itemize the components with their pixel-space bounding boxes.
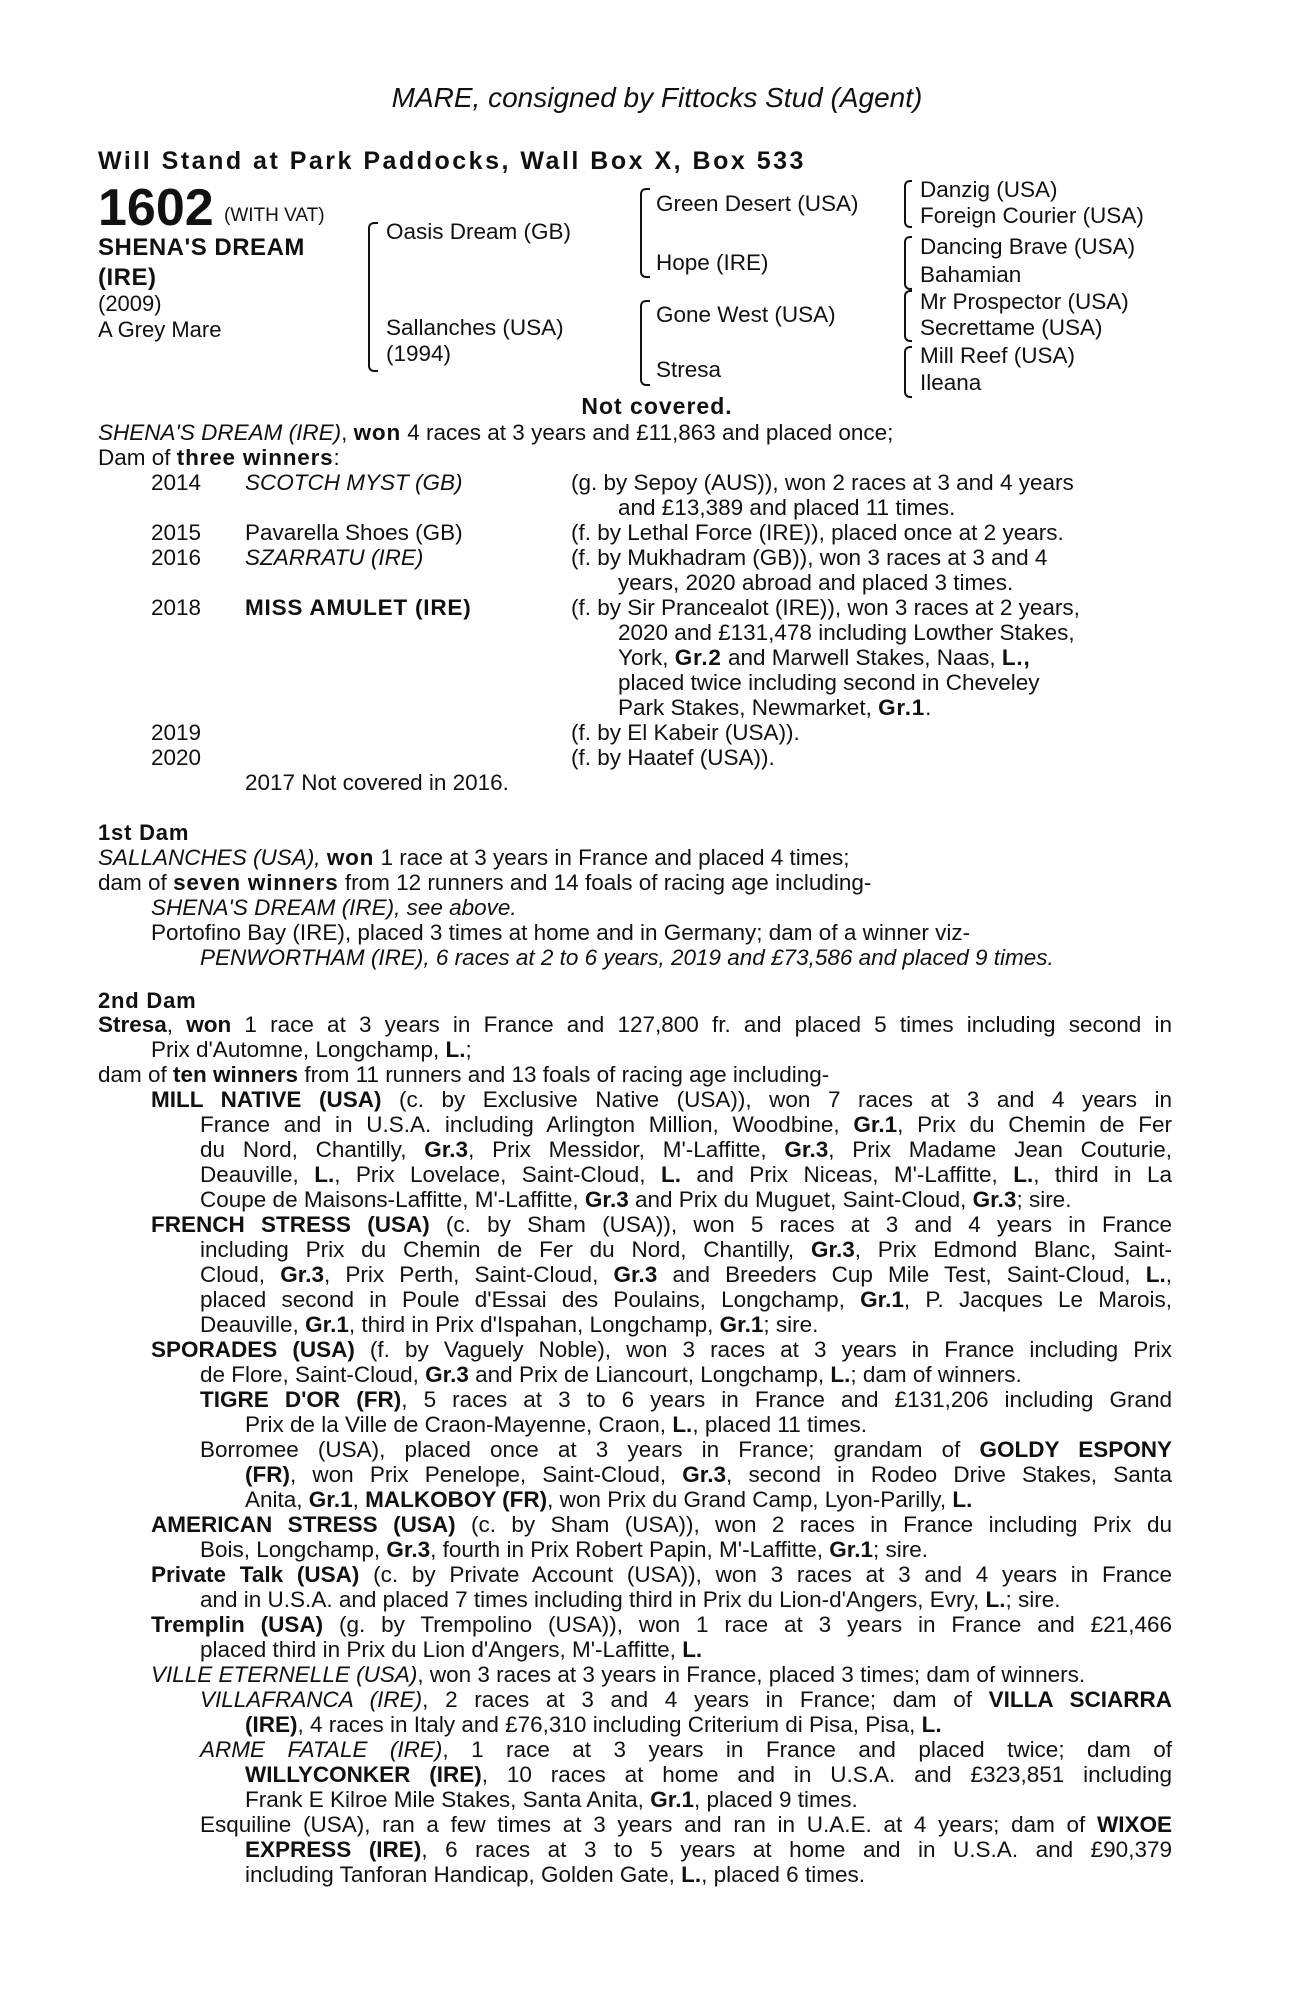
bracket-1 — [904, 180, 912, 228]
dam-of-label: Dam of — [98, 445, 171, 470]
produce-text: and Marwell Stakes, Naas, — [727, 645, 996, 670]
not-covered-note: Not covered. — [581, 393, 733, 419]
second-dam-heading: 2nd Dam — [98, 988, 197, 1013]
second-dam-line: Tremplin (USA) (g. by Trempolino (USA)), won 1 race at 3 years in France and £21,466 — [151, 1612, 1172, 1637]
produce-intro-won: won — [353, 420, 401, 445]
second-dam-line: placed third in Prix du Lion d'Angers, M'-Laffitte, L. — [200, 1637, 703, 1662]
ped-dam-sire: Gone West (USA) — [656, 302, 836, 327]
second-dam-line: SPORADES (USA) (f. by Vaguely Noble), won 3 races at 3 years in France including Prix — [151, 1337, 1172, 1362]
horse-name-line-1: SHENA'S DREAM — [98, 234, 305, 261]
produce-year: 2014 — [151, 470, 202, 495]
produce-name: SZARRATU (IRE) — [245, 545, 424, 570]
produce-text: York, — [618, 645, 669, 670]
produce-details: (g. by Sepoy (AUS)), won 2 races at 3 and 4 years — [571, 470, 1074, 495]
second-dam-line: ARME FATALE (IRE), 1 race at 3 years in France and placed twice; dam of — [200, 1737, 1172, 1762]
second-dam-line: Frank E Kilroe Mile Stakes, Santa Anita, Gr.1, placed 9 times. — [245, 1787, 858, 1812]
produce-text: Park Stakes, Newmarket, — [618, 695, 872, 720]
produce-details — [618, 645, 1031, 670]
second-dam-line: Coupe de Maisons-Laffitte, M'-Laffitte, Gr.3 and Prix du Muguet, Saint-Cloud, Gr.3; sire. — [200, 1187, 1072, 1212]
produce-name: SCOTCH MYST (GB) — [245, 470, 463, 495]
ped-dam-year: (1994) — [386, 341, 452, 366]
second-dam-line: Deauville, L., Prix Lovelace, Saint-Cloud, L. and Prix Niceas, M'-Laffitte, L., third in La — [200, 1162, 1172, 1187]
vat-note: (WITH VAT) — [224, 205, 325, 226]
ped-dam: Sallanches (USA) — [386, 315, 564, 340]
produce-name: Pavarella Shoes (GB) — [245, 520, 463, 545]
second-dam-line: Deauville, Gr.1, third in Prix d'Ispahan, Longchamp, Gr.1; sire. — [200, 1312, 819, 1337]
bracket-4 — [904, 346, 912, 398]
produce-year: 2020 — [151, 745, 202, 770]
stand-location: Will Stand at Park Paddocks, Wall Box X, Box 533 — [98, 147, 806, 175]
ped-ddd: Ileana — [920, 370, 982, 395]
produce-details: (f. by El Kabeir (USA)). — [571, 720, 800, 745]
second-dam-line: Borromee (USA), placed once at 3 years in France; grandam of GOLDY ESPONY — [200, 1437, 1172, 1462]
ped-sss: Danzig (USA) — [920, 177, 1058, 202]
second-dam-line: Stresa, won 1 race at 3 years in France and 127,800 fr. and placed 5 times including second in — [98, 1012, 1172, 1037]
bracket-2 — [904, 236, 912, 290]
produce-details: (f. by Lethal Force (IRE)), placed once at 2 years. — [571, 520, 1064, 545]
dam-of-colon: : — [333, 445, 340, 470]
first-dam-line — [98, 870, 871, 895]
produce-intro: SHENA'S DREAM (IRE), won 4 races at 3 years and £11,863 and placed once; — [98, 420, 894, 445]
first-dam-name: SALLANCHES (USA), — [98, 845, 321, 870]
first-dam-line — [98, 845, 849, 870]
produce-text: . — [925, 695, 932, 720]
bracket-3 — [904, 290, 912, 342]
second-dam-line: and in U.S.A. and placed 7 times including third in Prix du Lion-d'Angers, Evry, L.; sire. — [200, 1587, 1061, 1612]
second-dam-line: EXPRESS (IRE), 6 races at 3 to 5 years at home and in U.S.A. and £90,379 — [245, 1837, 1172, 1862]
second-dam-line: Esquiline (USA), ran a few times at 3 years and ran in U.A.E. at 4 years; dam of WIXOE — [200, 1812, 1172, 1837]
produce-details: and £13,389 and placed 11 times. — [618, 495, 956, 520]
second-dam-line: TIGRE D'OR (FR), 5 races at 3 to 6 years in France and £131,206 including Grand — [200, 1387, 1172, 1412]
first-dam-text: from 12 runners and 14 foals of racing age including- — [344, 870, 872, 895]
second-dam-line: Prix de la Ville de Craon-Mayenne, Craon, L., placed 11 times. — [245, 1412, 867, 1437]
ped-dsd: Secrettame (USA) — [920, 315, 1103, 340]
ped-sds: Dancing Brave (USA) — [920, 234, 1136, 259]
second-dam-line: VILLAFRANCA (IRE), 2 races at 3 and 4 years in France; dam of VILLA SCIARRA — [200, 1687, 1172, 1712]
ped-dss: Mr Prospector (USA) — [920, 289, 1129, 314]
second-dam-line: including Prix du Chemin de Fer du Nord, Chantilly, Gr.3, Prix Edmond Blanc, Saint- — [200, 1237, 1172, 1262]
horse-name-line-2: (IRE) — [98, 264, 157, 291]
second-dam-line: Prix d'Automne, Longchamp, L.; — [151, 1037, 472, 1062]
first-dam-text: 1 race at 3 years in France and placed 4 times; — [380, 845, 850, 870]
page-title: MARE, consigned by Fittocks Stud (Agent) — [391, 82, 923, 113]
lot-number: 1602 — [98, 179, 214, 237]
second-dam-line: Cloud, Gr.3, Prix Perth, Saint-Cloud, Gr.3 and Breeders Cup Mile Test, Saint-Cloud, L., — [200, 1262, 1172, 1287]
sire-line-bracket — [640, 188, 650, 278]
second-dam-line: France and in U.S.A. including Arlington Million, Woodbine, Gr.1, Prix du Chemin de Fer — [200, 1112, 1172, 1137]
ped-dds: Mill Reef (USA) — [920, 343, 1076, 368]
first-dam-line: PENWORTHAM (IRE), 6 races at 2 to 6 years, 2019 and £73,586 and placed 9 times. — [200, 945, 1054, 970]
produce-year: 2018 — [151, 595, 202, 620]
ped-dam-dam: Stresa — [656, 357, 722, 382]
produce-intro-name: SHENA'S DREAM (IRE) — [98, 420, 342, 445]
second-dam-line: dam of ten winners from 11 runners and 13 foals of racing age including- — [98, 1062, 830, 1087]
second-dam-line: WILLYCONKER (IRE), 10 races at home and in U.S.A. and £323,851 including — [245, 1762, 1172, 1787]
produce-details: years, 2020 abroad and placed 3 times. — [618, 570, 1014, 595]
second-dam-line: including Tanforan Handicap, Golden Gate, L., placed 6 times. — [245, 1862, 865, 1887]
first-dam-heading: 1st Dam — [98, 820, 190, 845]
ped-sire: Oasis Dream (GB) — [386, 219, 572, 244]
produce-details: 2020 and £131,478 including Lowther Stakes, — [618, 620, 1075, 645]
second-dam-line: Bois, Longchamp, Gr.3, fourth in Prix Robert Papin, M'-Laffitte, Gr.1; sire. — [200, 1537, 929, 1562]
produce-intro-rest: 4 races at 3 years and £11,863 and placed once; — [407, 420, 894, 445]
second-dam-line: VILLE ETERNELLE (USA), won 3 races at 3 years in France, placed 3 times; dam of winners. — [151, 1662, 1086, 1687]
sire-dam-bracket — [368, 222, 378, 372]
produce-note: 2017 Not covered in 2016. — [245, 770, 509, 795]
ped-sdd: Bahamian — [920, 262, 1022, 287]
second-dam-line: Private Talk (USA) (c. by Private Account (USA)), won 3 races at 3 and 4 years in France — [151, 1562, 1172, 1587]
second-dam-line: MILL NATIVE (USA) (c. by Exclusive Native (USA)), won 7 races at 3 and 4 years in — [151, 1087, 1173, 1112]
ped-ssd: Foreign Courier (USA) — [920, 203, 1144, 228]
first-dam-text: dam of — [98, 870, 167, 895]
first-dam-line: SHENA'S DREAM (IRE), see above. — [151, 895, 517, 920]
first-dam-winners: seven winners — [173, 870, 339, 895]
produce-details: placed twice including second in Cheveley — [618, 670, 1040, 695]
second-dam-line: (FR), won Prix Penelope, Saint-Cloud, Gr.3, second in Rodeo Drive Stakes, Santa — [245, 1462, 1173, 1487]
produce-details: (f. by Mukhadram (GB)), won 3 races at 3 and 4 — [571, 545, 1048, 570]
produce-details: (f. by Sir Prancealot (IRE)), won 3 races at 2 years, — [571, 595, 1080, 620]
produce-grade: L., — [1001, 645, 1031, 670]
produce-details — [618, 695, 931, 720]
first-dam-won: won — [326, 845, 375, 870]
produce-year: 2015 — [151, 520, 202, 545]
produce-grade: Gr.2 — [674, 645, 722, 670]
second-dam-line: AMERICAN STRESS (USA) (c. by Sham (USA)), won 2 races in France including Prix du — [151, 1512, 1173, 1537]
ped-sire-sire: Green Desert (USA) — [656, 191, 859, 216]
second-dam-line: Anita, Gr.1, MALKOBOY (FR), won Prix du Grand Camp, Lyon-Parilly, L. — [245, 1487, 973, 1512]
second-dam-line: (IRE), 4 races in Italy and £76,310 including Criterium di Pisa, Pisa, L. — [245, 1712, 942, 1737]
produce-grade: Gr.1 — [878, 695, 926, 720]
dam-of-line — [98, 445, 340, 470]
produce-details: (f. by Haatef (USA)). — [571, 745, 775, 770]
horse-year: (2009) — [98, 291, 162, 316]
second-dam-line: du Nord, Chantilly, Gr.3, Prix Messidor, M'-Laffitte, Gr.3, Prix Madame Jean Couturie, — [200, 1137, 1172, 1162]
second-dam-line: de Flore, Saint-Cloud, Gr.3 and Prix de Liancourt, Longchamp, L.; dam of winners. — [200, 1362, 1022, 1387]
dam-of-count: three winners — [176, 445, 334, 470]
horse-description: A Grey Mare — [98, 317, 222, 342]
dam-line-bracket — [640, 300, 650, 386]
first-dam-line: Portofino Bay (IRE), placed 3 times at home and in Germany; dam of a winner viz- — [151, 920, 971, 945]
second-dam-line: placed second in Poule d'Essai des Poulains, Longchamp, Gr.1, P. Jacques Le Marois, — [200, 1287, 1172, 1312]
ped-sire-dam: Hope (IRE) — [656, 250, 769, 275]
produce-year: 2016 — [151, 545, 202, 570]
produce-year: 2019 — [151, 720, 202, 745]
horse-name — [98, 233, 305, 293]
produce-name: MISS AMULET (IRE) — [245, 595, 472, 620]
second-dam-line: FRENCH STRESS (USA) (c. by Sham (USA)), won 5 races at 3 and 4 years in France — [151, 1212, 1172, 1237]
